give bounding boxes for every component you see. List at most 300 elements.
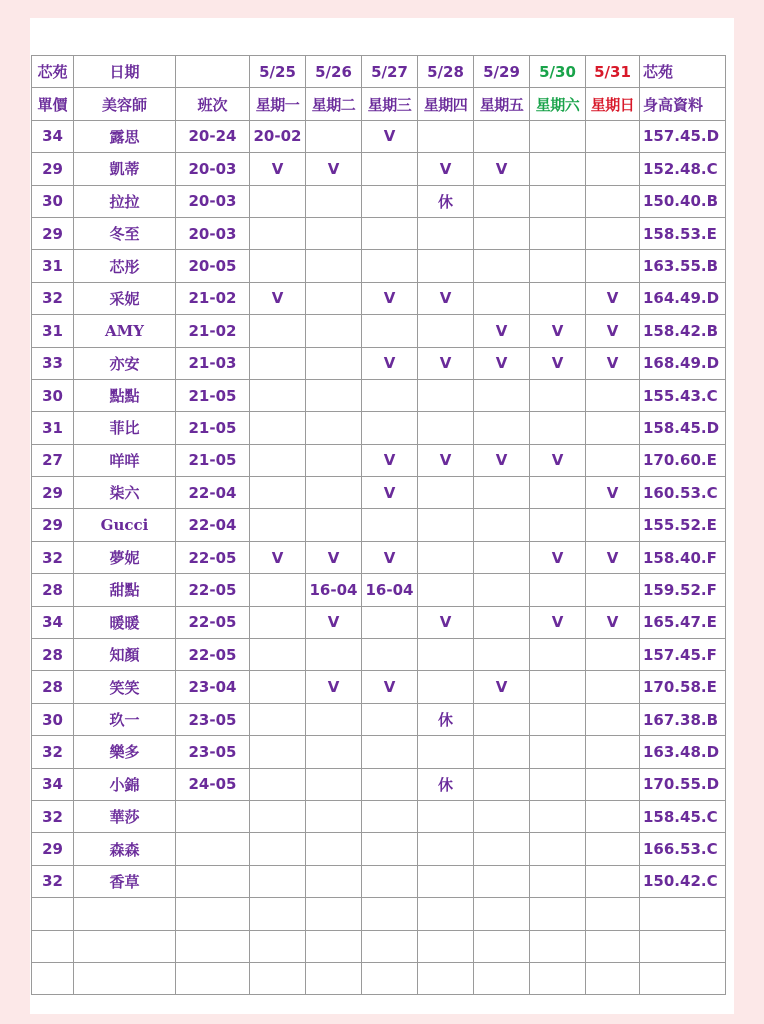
price-cell: 28 [32,639,74,671]
beautician-name-cell: 暖暖 [74,606,176,638]
shift-cell: 21-03 [176,347,250,379]
day-cell [474,541,530,573]
day-cell [530,153,586,185]
day-cell [530,736,586,768]
day-cell [474,477,530,509]
day-cell [362,379,418,411]
day-cell [362,833,418,865]
day-cell [306,250,362,282]
store-right-label: 芯苑 [640,56,726,88]
day-cell [306,217,362,249]
day-cell [250,898,306,930]
beautician-name-cell: 拉拉 [74,185,176,217]
day-cell [418,833,474,865]
day-cell [250,509,306,541]
table-row [32,217,726,249]
day-cell [250,606,306,638]
day-cell [474,865,530,897]
day-cell [586,865,640,897]
price-label: 單價 [32,88,74,120]
day-cell [586,800,640,832]
table-row [32,930,726,962]
header-row-labels [32,88,726,120]
day-cell [418,671,474,703]
height-cell: 164.49.D [640,282,726,314]
day-cell [362,898,418,930]
beautician-name-cell: 芯彤 [74,250,176,282]
day-cell [306,800,362,832]
day-cell [586,703,640,735]
day-cell [362,509,418,541]
price-cell: 28 [32,574,74,606]
day-cell [530,379,586,411]
day-cell: V [586,477,640,509]
day-cell [586,120,640,152]
weekday-wed: 星期三 [362,88,418,120]
day-cell [418,898,474,930]
day-cell [530,120,586,152]
day-cell: 20-02 [250,120,306,152]
day-cell [418,217,474,249]
table-row [32,639,726,671]
day-cell [250,347,306,379]
day-cell [418,412,474,444]
height-cell: 158.53.E [640,217,726,249]
day-cell [250,768,306,800]
day-cell [586,930,640,962]
price-cell: 29 [32,217,74,249]
day-cell: V [474,315,530,347]
day-cell [306,768,362,800]
date-5-31: 5/31 [586,56,640,88]
height-cell: 158.40.F [640,541,726,573]
day-cell [250,962,306,994]
day-cell [362,315,418,347]
day-cell [474,962,530,994]
price-cell: 33 [32,347,74,379]
day-cell [530,768,586,800]
height-cell: 158.45.C [640,800,726,832]
beautician-name-cell [74,898,176,930]
height-cell: 170.55.D [640,768,726,800]
day-cell [586,444,640,476]
day-cell [306,833,362,865]
shift-cell: 23-05 [176,703,250,735]
day-cell [418,120,474,152]
day-cell [586,768,640,800]
shift-cell: 21-05 [176,412,250,444]
height-cell: 150.40.B [640,185,726,217]
day-cell [418,574,474,606]
day-cell: V [474,671,530,703]
beautician-name-cell: 咩咩 [74,444,176,476]
day-cell [530,800,586,832]
shift-cell [176,962,250,994]
day-cell: V [474,153,530,185]
day-cell: 休 [418,768,474,800]
day-cell [306,185,362,217]
day-cell: V [306,153,362,185]
day-cell [250,865,306,897]
table-row [32,282,726,314]
day-cell: V [362,477,418,509]
day-cell [586,185,640,217]
shift-cell: 20-05 [176,250,250,282]
day-cell [306,736,362,768]
day-cell [306,865,362,897]
day-cell [474,185,530,217]
height-cell: 166.53.C [640,833,726,865]
day-cell [362,217,418,249]
day-cell [250,477,306,509]
table-row [32,250,726,282]
day-cell [418,250,474,282]
date-5-27: 5/27 [362,56,418,88]
height-cell: 159.52.F [640,574,726,606]
day-cell [250,412,306,444]
day-cell [418,315,474,347]
day-cell [306,477,362,509]
day-cell [418,379,474,411]
day-cell [586,736,640,768]
day-cell [362,736,418,768]
price-cell: 32 [32,800,74,832]
shift-cell: 22-05 [176,606,250,638]
height-cell [640,962,726,994]
day-cell: V [530,347,586,379]
day-cell [530,930,586,962]
day-cell [474,379,530,411]
day-cell: V [418,606,474,638]
day-cell: V [362,282,418,314]
date-5-30: 5/30 [530,56,586,88]
day-cell [586,898,640,930]
day-cell: V [362,671,418,703]
day-cell [250,671,306,703]
day-cell: 16-04 [362,574,418,606]
day-cell [474,833,530,865]
table-row [32,185,726,217]
beautician-name-cell: 笑笑 [74,671,176,703]
date-5-25: 5/25 [250,56,306,88]
date-5-29: 5/29 [474,56,530,88]
day-cell [362,639,418,671]
shift-cell [176,865,250,897]
price-cell: 34 [32,606,74,638]
schedule-sheet [30,18,734,1014]
height-cell: 170.58.E [640,671,726,703]
day-cell: V [586,347,640,379]
beautician-name-cell: 點點 [74,379,176,411]
table-row [32,574,726,606]
beautician-name-cell: 柒六 [74,477,176,509]
day-cell: V [306,671,362,703]
height-cell: 150.42.C [640,865,726,897]
day-cell [306,703,362,735]
price-cell: 28 [32,671,74,703]
beautician-name-cell [74,930,176,962]
day-cell [530,639,586,671]
price-cell: 30 [32,185,74,217]
day-cell [418,509,474,541]
beautician-name-cell: 玖一 [74,703,176,735]
height-cell: 163.48.D [640,736,726,768]
day-cell [306,930,362,962]
day-cell [250,379,306,411]
day-cell [250,444,306,476]
beautician-name-cell: 小錦 [74,768,176,800]
date-label: 日期 [74,56,176,88]
height-cell: 158.42.B [640,315,726,347]
day-cell [586,671,640,703]
weekday-sat: 星期六 [530,88,586,120]
table-row [32,379,726,411]
height-cell [640,930,726,962]
day-cell [306,639,362,671]
shift-cell: 21-02 [176,315,250,347]
day-cell [474,217,530,249]
beautician-name-cell: Gucci [74,509,176,541]
header-row-dates [32,56,726,88]
day-cell [250,639,306,671]
day-cell [530,703,586,735]
day-cell [362,800,418,832]
day-cell [474,898,530,930]
height-cell: 165.47.E [640,606,726,638]
day-cell [306,282,362,314]
height-cell: 158.45.D [640,412,726,444]
date-5-28: 5/28 [418,56,474,88]
height-cell: 160.53.C [640,477,726,509]
day-cell [586,412,640,444]
shift-cell [176,800,250,832]
price-cell: 31 [32,250,74,282]
schedule-table [31,55,726,995]
day-cell [418,736,474,768]
day-cell: V [362,120,418,152]
shift-cell: 20-24 [176,120,250,152]
day-cell [530,865,586,897]
header-blank-cell [176,56,250,88]
day-cell [418,477,474,509]
price-cell: 30 [32,703,74,735]
beautician-name-cell: 樂多 [74,736,176,768]
price-cell: 32 [32,736,74,768]
day-cell [474,800,530,832]
day-cell [250,217,306,249]
day-cell: V [362,541,418,573]
day-cell: 休 [418,185,474,217]
table-row [32,606,726,638]
day-cell [250,833,306,865]
price-cell [32,898,74,930]
day-cell [250,315,306,347]
table-row [32,768,726,800]
table-row [32,541,726,573]
day-cell [586,379,640,411]
day-cell [306,412,362,444]
day-cell: V [362,347,418,379]
day-cell: V [362,444,418,476]
weekday-mon: 星期一 [250,88,306,120]
day-cell: V [530,541,586,573]
shift-cell: 22-05 [176,541,250,573]
day-cell [362,412,418,444]
beautician-name-cell: 甜點 [74,574,176,606]
day-cell [530,962,586,994]
day-cell [306,347,362,379]
day-cell: V [250,153,306,185]
day-cell: V [530,315,586,347]
day-cell [306,120,362,152]
shift-cell: 21-02 [176,282,250,314]
price-cell: 29 [32,833,74,865]
height-cell: 167.38.B [640,703,726,735]
price-cell: 31 [32,315,74,347]
shift-cell: 20-03 [176,153,250,185]
table-row [32,153,726,185]
shift-cell: 23-04 [176,671,250,703]
price-cell: 29 [32,153,74,185]
day-cell: V [474,444,530,476]
day-cell [250,185,306,217]
shift-cell: 20-03 [176,185,250,217]
day-cell: V [474,347,530,379]
table-row [32,898,726,930]
day-cell [250,736,306,768]
day-cell [530,477,586,509]
day-cell [586,962,640,994]
price-cell: 27 [32,444,74,476]
table-row [32,736,726,768]
table-row [32,833,726,865]
day-cell [362,185,418,217]
day-cell [418,541,474,573]
beautician-name-cell: 菲比 [74,412,176,444]
weekday-thu: 星期四 [418,88,474,120]
day-cell: V [250,282,306,314]
day-cell [362,153,418,185]
day-cell [250,930,306,962]
table-row [32,671,726,703]
day-cell [530,509,586,541]
day-cell [474,412,530,444]
price-cell: 31 [32,412,74,444]
height-cell: 155.52.E [640,509,726,541]
day-cell [474,574,530,606]
height-cell: 163.55.B [640,250,726,282]
table-row [32,865,726,897]
table-row [32,962,726,994]
shift-cell: 22-05 [176,574,250,606]
day-cell [418,639,474,671]
day-cell [530,574,586,606]
beautician-name-cell: 露思 [74,120,176,152]
height-cell: 155.43.C [640,379,726,411]
beautician-label: 美容師 [74,88,176,120]
day-cell: V [306,541,362,573]
table-row [32,412,726,444]
day-cell [530,412,586,444]
day-cell [474,930,530,962]
day-cell [530,250,586,282]
height-cell: 157.45.F [640,639,726,671]
day-cell [306,509,362,541]
beautician-name-cell: 香草 [74,865,176,897]
weekday-sun: 星期日 [586,88,640,120]
shift-cell [176,930,250,962]
shift-cell: 22-04 [176,477,250,509]
day-cell [530,833,586,865]
weekday-tue: 星期二 [306,88,362,120]
day-cell: V [586,606,640,638]
day-cell [362,606,418,638]
table-row [32,509,726,541]
beautician-name-cell: 亦安 [74,347,176,379]
day-cell [474,639,530,671]
price-cell: 29 [32,477,74,509]
shift-cell: 23-05 [176,736,250,768]
beautician-name-cell: 冬至 [74,217,176,249]
day-cell [530,217,586,249]
day-cell [306,444,362,476]
day-cell: V [418,347,474,379]
day-cell [474,282,530,314]
day-cell [418,865,474,897]
day-cell [530,282,586,314]
day-cell: V [530,444,586,476]
day-cell [586,153,640,185]
price-cell [32,962,74,994]
date-5-26: 5/26 [306,56,362,88]
day-cell: 16-04 [306,574,362,606]
table-row [32,800,726,832]
day-cell [306,379,362,411]
day-cell: V [586,315,640,347]
beautician-name-cell: 夢妮 [74,541,176,573]
beautician-name-cell: 凱蒂 [74,153,176,185]
day-cell [586,250,640,282]
day-cell [474,250,530,282]
price-cell: 29 [32,509,74,541]
price-cell: 34 [32,120,74,152]
day-cell [362,930,418,962]
table-row [32,703,726,735]
shift-label: 班次 [176,88,250,120]
weekday-fri: 星期五 [474,88,530,120]
day-cell [418,930,474,962]
day-cell [250,250,306,282]
day-cell [306,315,362,347]
price-cell: 30 [32,379,74,411]
shift-cell [176,898,250,930]
price-cell: 32 [32,541,74,573]
day-cell [306,962,362,994]
beautician-name-cell: 采妮 [74,282,176,314]
day-cell [418,800,474,832]
day-cell [530,671,586,703]
day-cell [474,120,530,152]
store-short-label: 芯苑 [32,56,74,88]
day-cell [474,736,530,768]
day-cell [530,185,586,217]
beautician-name-cell: 華莎 [74,800,176,832]
height-cell [640,898,726,930]
day-cell [418,962,474,994]
shift-cell: 20-03 [176,217,250,249]
beautician-name-cell: AMY [74,315,176,347]
table-row [32,444,726,476]
